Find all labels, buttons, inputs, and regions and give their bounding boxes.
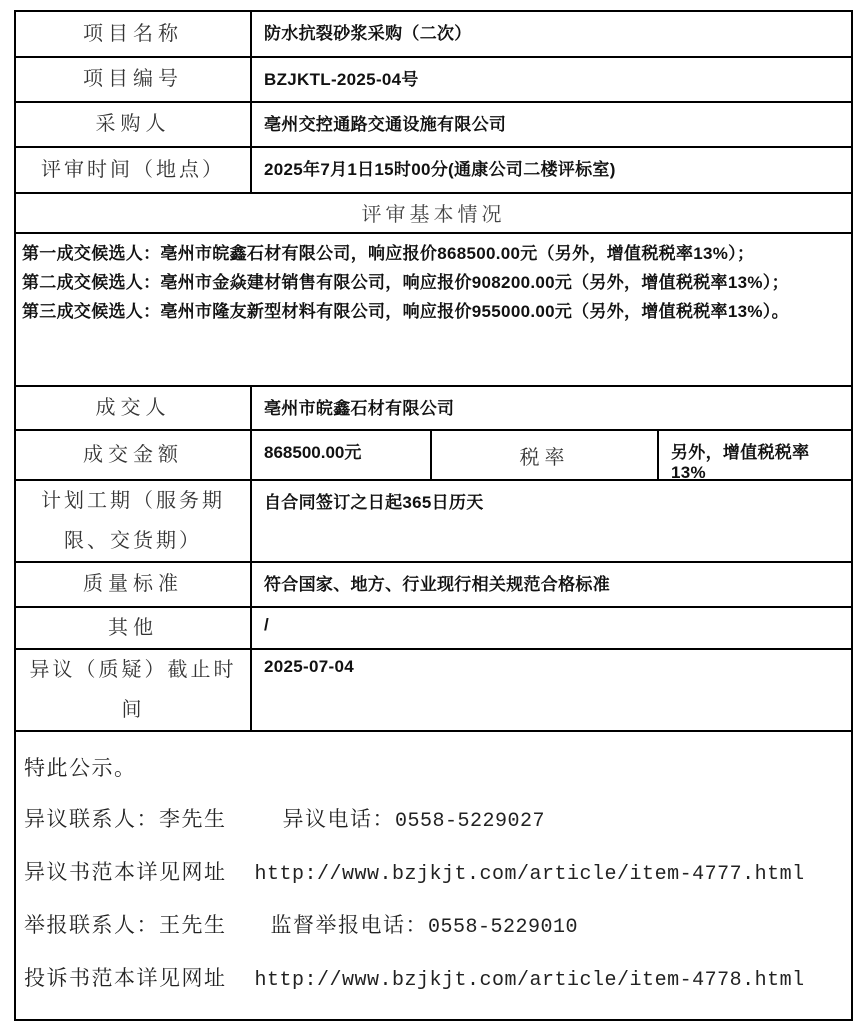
table-row <box>16 650 851 732</box>
table-row <box>16 608 851 650</box>
review-time-value: 2025年7月1日15时00分(通康公司二楼评标室) <box>264 159 616 179</box>
review-time-label: 评审时间（地点） <box>16 148 252 192</box>
table-row <box>16 12 851 58</box>
table-row <box>16 148 851 194</box>
report-phone-label: 监督举报电话： <box>270 913 428 938</box>
complaint-url: http://www.bzjkjt.com/article/item-4778.html <box>254 969 805 993</box>
purchaser-value: 亳州交控通路交通设施有限公司 <box>264 114 507 134</box>
objection-contact: 异议联系人：李先生 <box>24 807 227 832</box>
third-candidate-line: 第三成交候选人：亳州市隆友新型材料有限公司，响应报价955000.00元（另外，增值税税率13%）。 <box>22 301 789 321</box>
table-row <box>16 58 851 103</box>
candidates-block <box>16 234 851 387</box>
objection-url-label: 异议书范本详见网址 <box>24 860 227 885</box>
winner-value: 亳州市皖鑫石材有限公司 <box>264 399 455 419</box>
objection-url-line <box>24 860 843 887</box>
objection-deadline-label: 异议（质疑）截止时间 <box>16 650 252 730</box>
procurement-announcement-table <box>14 10 853 1021</box>
project-number-value: BZJKTL-2025-04号 <box>264 69 419 89</box>
table-row <box>16 431 851 481</box>
objection-phone-number: 0558-5229027 <box>395 810 546 834</box>
amount-label: 成交金额 <box>16 431 252 479</box>
first-candidate-line: 第一成交候选人：亳州市皖鑫石材有限公司，响应报价868500.00元（另外，增值税税率13%）； <box>22 243 755 263</box>
tax-rate-value: 另外，增值税税率13% <box>671 443 810 482</box>
table-row <box>16 387 851 431</box>
other-label: 其他 <box>16 608 252 648</box>
second-candidate-line: 第二成交候选人：亳州市金焱建材销售有限公司，响应报价908200.00元（另外，增值税税率13%）； <box>22 272 789 292</box>
complaint-url-line <box>24 966 843 993</box>
tax-rate-label: 税率 <box>432 431 659 479</box>
table-row <box>16 481 851 563</box>
other-value: / <box>264 614 270 634</box>
objection-url: http://www.bzjkjt.com/article/item-4777.html <box>254 863 805 887</box>
objection-contact-line <box>24 807 843 834</box>
project-name-label: 项目名称 <box>16 12 252 56</box>
schedule-label: 计划工期（服务期限、交货期） <box>16 481 252 561</box>
winner-label: 成交人 <box>16 387 252 429</box>
quality-standard-label: 质量标准 <box>16 563 252 606</box>
schedule-value: 自合同签订之日起365日历天 <box>264 493 484 512</box>
quality-standard-value: 符合国家、地方、行业现行相关规范合格标准 <box>264 575 610 594</box>
complaint-url-label: 投诉书范本详见网址 <box>24 966 227 991</box>
project-number-label: 项目编号 <box>16 58 252 101</box>
report-contact-line <box>24 913 843 940</box>
table-row <box>16 563 851 608</box>
report-contact: 举报联系人：王先生 <box>24 913 227 938</box>
section-header-review-summary: 评审基本情况 <box>16 194 851 234</box>
footer-notes-block <box>16 732 851 1019</box>
purchaser-label: 采购人 <box>16 103 252 146</box>
objection-deadline-value: 2025-07-04 <box>264 657 354 677</box>
project-name-value: 防水抗裂砂浆采购（二次） <box>264 24 472 43</box>
objection-phone-label: 异议电话： <box>282 807 395 832</box>
amount-value: 868500.00元 <box>252 431 432 479</box>
table-row <box>16 103 851 148</box>
announcement-text: 特此公示。 <box>24 756 137 781</box>
report-phone-number: 0558-5229010 <box>428 916 579 940</box>
announcement-line <box>24 756 843 781</box>
